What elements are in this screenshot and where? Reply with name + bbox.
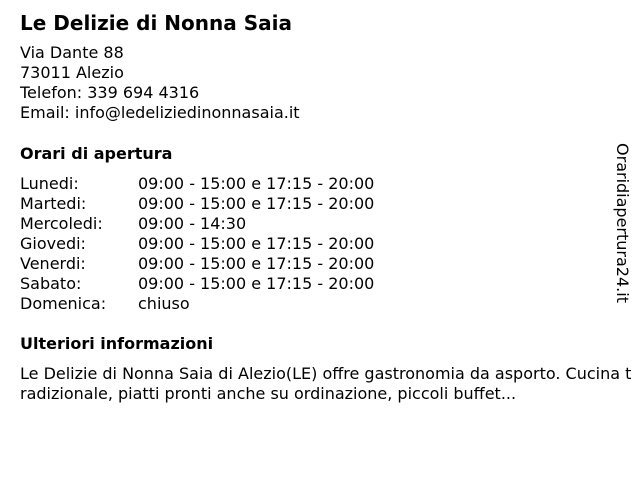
day-label: Domenica:	[20, 294, 107, 313]
city-postal: 73011 Alezio	[20, 63, 124, 82]
day-label: Venerdi:	[20, 254, 86, 273]
time-value: 09:00 - 15:00 e 17:15 - 20:00	[138, 254, 375, 273]
site-watermark-text: Oraridiapertura24.it	[613, 143, 632, 303]
phone-number: Telefon: 339 694 4316	[20, 83, 200, 102]
site-watermark	[612, 134, 632, 312]
time-value: 09:00 - 14:30	[138, 214, 247, 233]
street-address: Via Dante 88	[20, 43, 124, 62]
day-label: Mercoledi:	[20, 214, 103, 233]
time-value: 09:00 - 15:00 e 17:15 - 20:00	[138, 194, 375, 213]
time-value: 09:00 - 15:00 e 17:15 - 20:00	[138, 174, 375, 193]
day-label: Sabato:	[20, 274, 82, 293]
address-block	[20, 43, 300, 123]
business-description: Le Delizie di Nonna Saia di Alezio(LE) offre gastronomia da asporto. Cucina tradizionale, piatti pronti anche su ordinazione, piccoli buffet...	[20, 364, 632, 403]
business-name: Le Delizie di Nonna Saia	[20, 11, 292, 35]
day-label: Giovedi:	[20, 234, 86, 253]
time-value: 09:00 - 15:00 e 17:15 - 20:00	[138, 234, 375, 253]
day-label: Lunedi:	[20, 174, 79, 193]
further-info-heading: Ulteriori informazioni	[20, 334, 214, 353]
opening-hours-heading: Orari di apertura	[20, 144, 173, 163]
time-value: 09:00 - 15:00 e 17:15 - 20:00	[138, 274, 375, 293]
email-address: Email: info@ledeliziedinonnasaia.it	[20, 103, 300, 122]
time-value: chiuso	[138, 294, 190, 313]
day-label: Martedi:	[20, 194, 87, 213]
